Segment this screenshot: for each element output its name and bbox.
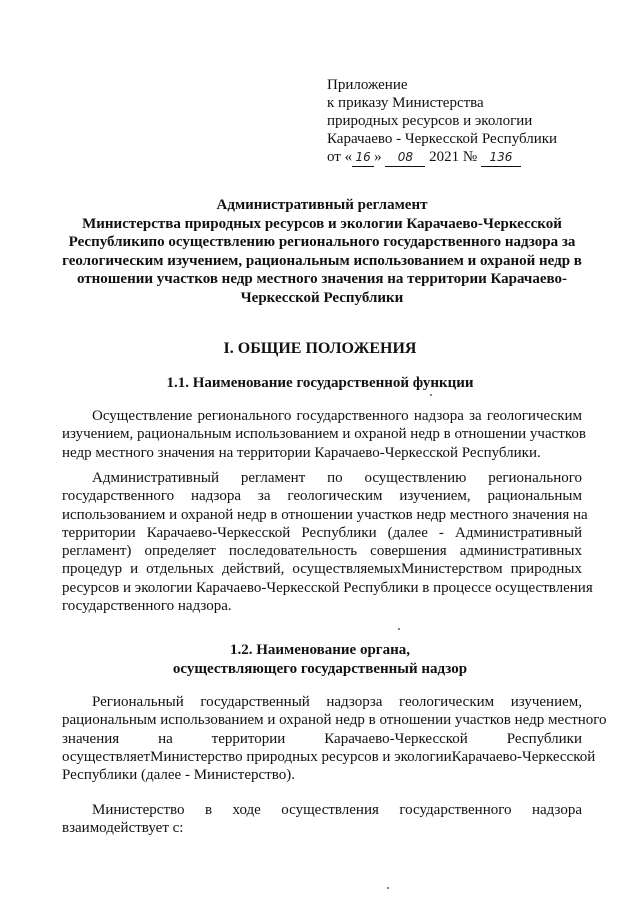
section-1-1-paragraph-2 [62,469,593,615]
text-line: Региональный государственный надзорза геологическим изучением, [92,694,582,710]
text-line: использованием и охраной недр в отношении участков недр местного значения на [62,506,588,523]
section-1-2-paragraph-2 [62,801,582,838]
section-1-2-heading-line-2: осуществляющего государственный надзор [172,661,468,677]
date-prefix: от [327,149,341,165]
month-handwritten: 08 [385,148,425,167]
section-1-1-paragraph-1 [62,407,586,462]
order-number-handwritten: 136 [481,148,521,167]
quote-open: « [344,149,353,165]
text-line: ресурсов и экологии Карачаево-Черкесской Республики в процессе осуществления [62,579,593,596]
text-line: процедур и отдельных действий, осуществляемыхМинистерством природных [62,561,582,578]
section-1-2-heading [0,641,640,679]
scan-speck [398,628,400,630]
text-line: Республики (далее - Министерство). [62,767,295,784]
scan-speck [430,394,432,396]
section-1-heading: I. ОБЩИЕ ПОЛОЖЕНИЯ [223,340,417,357]
text-line: взаимодействует с: [62,820,184,837]
year: 2021 [429,149,460,165]
title-line-2: Министерства природных ресурсов и экологии Карачаево-Черкесской [82,215,562,232]
section-1-2-paragraph-1 [62,693,607,784]
annex-block [327,76,557,167]
text-line: территории Карачаево-Черкесской Республики (далее - Административный [62,524,582,541]
title-line-4: геологическим изучением, рациональным использованием и охраной недр в [62,252,582,269]
text-line: изучением, рациональным использованием и охраной недр в отношении участков [62,426,586,443]
section-1-1-heading: 1.1. Наименование государственной функции [166,375,474,391]
text-line: Осуществление регионального государственного надзора за геологическим [92,408,582,424]
annex-line-1: Приложение [327,77,408,93]
text-line: регламент) определяет последовательность совершения административных [62,543,582,560]
text-line: значения на территории Карачаево-Черкесской Республики [62,730,582,747]
text-line: Административный регламент по осуществлению регионального [92,470,582,486]
day-handwritten: 16 [352,148,374,167]
text-line: государственного надзора. [62,598,232,615]
title-line-6: Черкесской Республики [240,289,404,306]
quote-close: » [374,149,382,165]
text-line: осуществляетМинистерство природных ресурсов и экологииКарачаево-Черкесской [62,748,596,765]
title-line-3: Республикипо осуществлению регионального государственного надзора за [68,234,576,250]
section-1-2-heading-line-1: 1.2. Наименование органа, [229,642,411,658]
number-sign: № [462,149,478,165]
scan-speck [387,887,389,889]
document-title [62,196,582,307]
text-line: Министерство в ходе осуществления государственного надзора [92,802,582,818]
annex-date-line [327,148,557,167]
annex-line-2: к приказу Министерства [327,95,484,111]
title-line-1: Административный регламент [216,197,428,213]
title-line-5: отношении участков недр местного значения на территории Карачаево- [76,271,568,287]
text-line: государственного надзора за геологическим изучением, рациональным [62,488,582,505]
annex-line-4: Карачаево - Черкесской Республики [327,131,558,147]
text-line: недр местного значения на территории Карачаево-Черкесской Республики. [62,444,541,461]
annex-line-3: природных ресурсов и экологии [327,113,533,129]
text-line: рациональным использованием и охраной недр в отношении участков недр местного [62,712,607,729]
